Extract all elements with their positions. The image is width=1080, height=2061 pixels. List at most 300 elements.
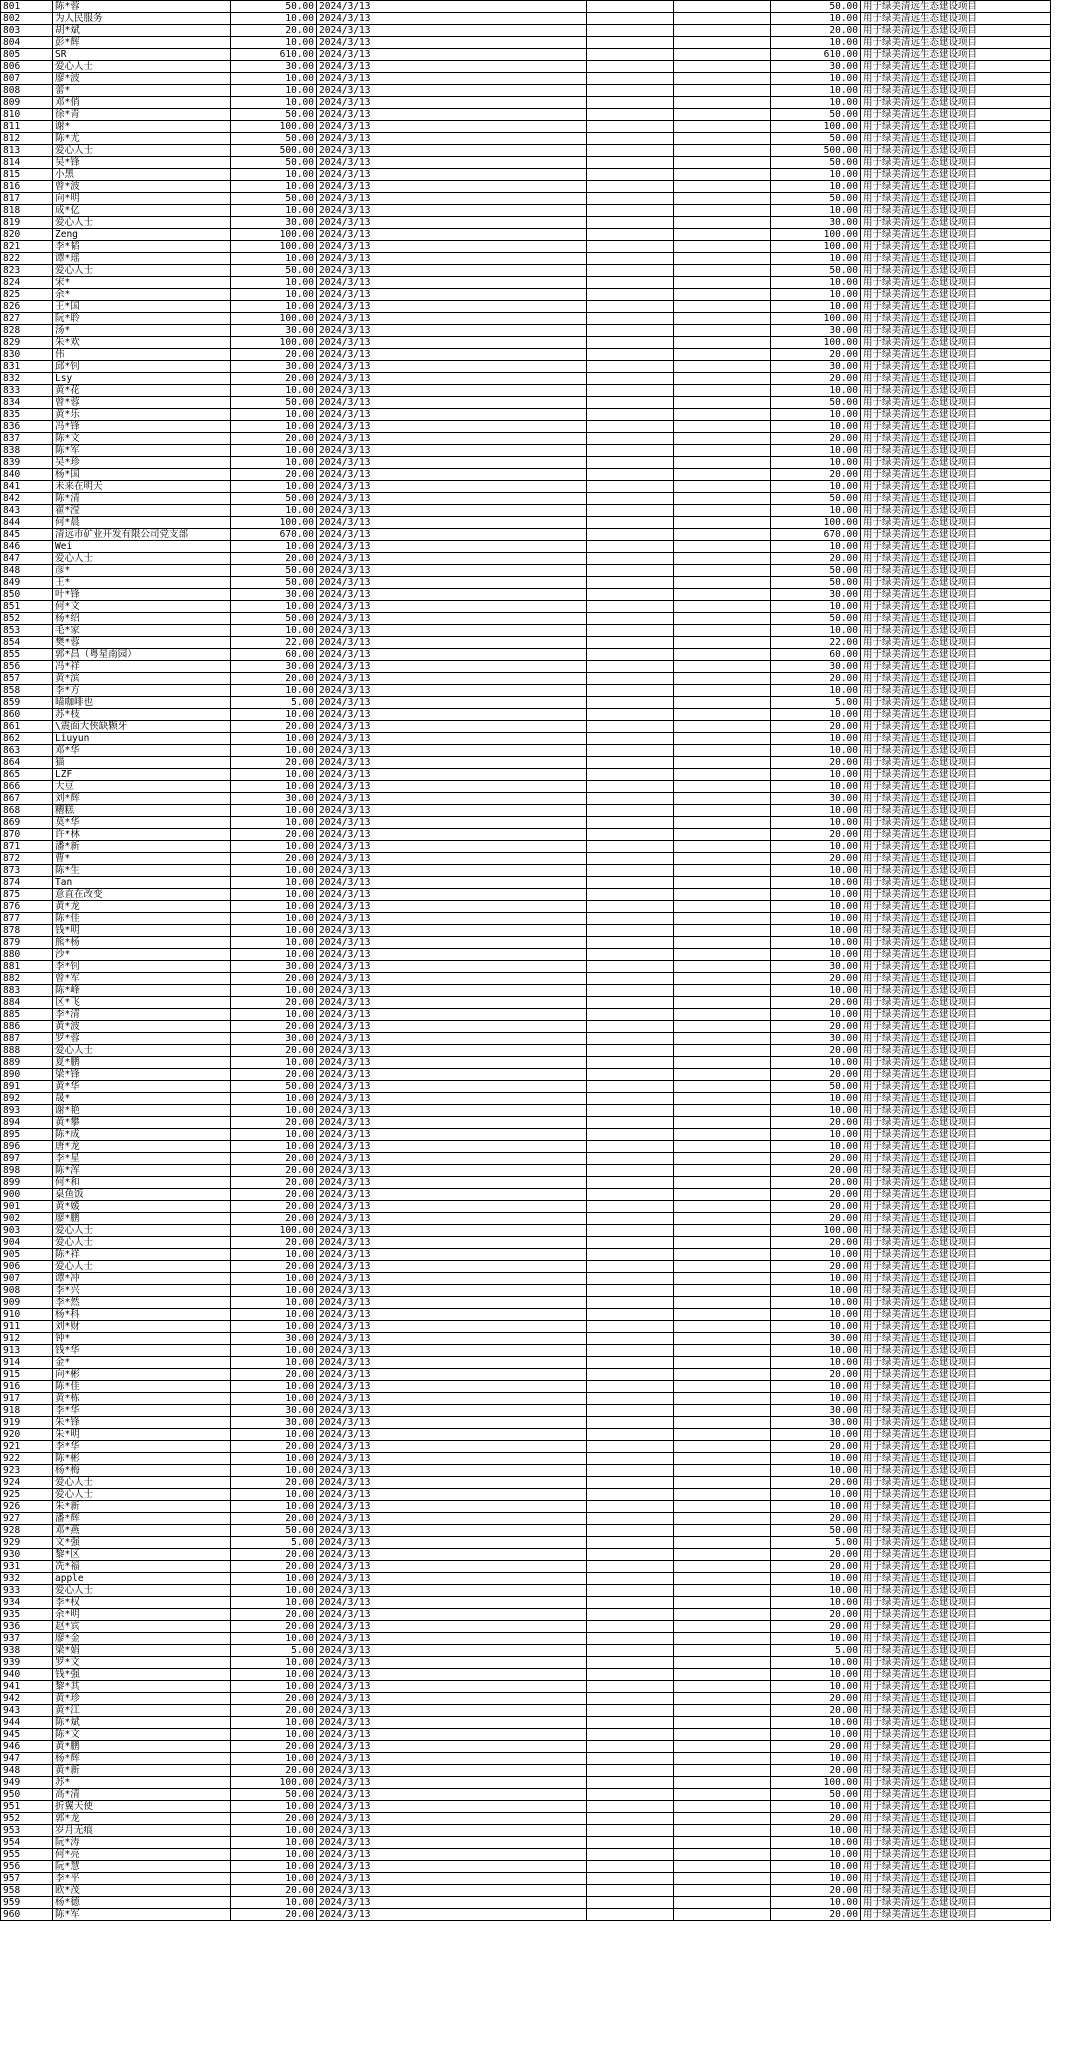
- table-row: [1, 1045, 1051, 1057]
- donation-purpose: 用于绿美清远生态建设项目: [861, 1261, 1051, 1273]
- donation-date: 2024/3/13: [317, 1489, 587, 1501]
- donation-date: 2024/3/13: [317, 1309, 587, 1321]
- donation-date: 2024/3/13: [317, 721, 587, 733]
- row-number: 812: [1, 133, 53, 145]
- empty-cell: [674, 1681, 771, 1693]
- donor-name: 胡*斌: [53, 25, 231, 37]
- donor-name: 区*飞: [53, 997, 231, 1009]
- donation-amount: 20.00: [231, 1561, 317, 1573]
- table-row: [1, 1837, 1051, 1849]
- donation-purpose: 用于绿美清远生态建设项目: [861, 253, 1051, 265]
- row-number: 942: [1, 1693, 53, 1705]
- donation-date: 2024/3/13: [317, 1045, 587, 1057]
- empty-cell: [674, 937, 771, 949]
- empty-cell: [587, 169, 674, 181]
- donation-date: 2024/3/13: [317, 709, 587, 721]
- allocated-amount: 10.00: [771, 901, 861, 913]
- allocated-amount: 30.00: [771, 61, 861, 73]
- donation-date: 2024/3/13: [317, 253, 587, 265]
- row-number: 913: [1, 1345, 53, 1357]
- donor-name: 黄*乐: [53, 409, 231, 421]
- donation-amount: 30.00: [231, 1033, 317, 1045]
- row-number: 833: [1, 385, 53, 397]
- donation-purpose: 用于绿美清远生态建设项目: [861, 1573, 1051, 1585]
- row-number: 823: [1, 265, 53, 277]
- donation-purpose: 用于绿美清远生态建设项目: [861, 193, 1051, 205]
- table-row: [1, 1585, 1051, 1597]
- empty-cell: [674, 1597, 771, 1609]
- donation-date: 2024/3/13: [317, 793, 587, 805]
- donor-name: 阮*聆: [53, 313, 231, 325]
- donor-name: 成*亿: [53, 205, 231, 217]
- donor-name: 折翼天使: [53, 1801, 231, 1813]
- donation-date: 2024/3/13: [317, 949, 587, 961]
- table-row: [1, 1753, 1051, 1765]
- row-number: 881: [1, 961, 53, 973]
- donor-name: 陈*蓉: [53, 1, 231, 13]
- donation-amount: 10.00: [231, 1861, 317, 1873]
- allocated-amount: 10.00: [771, 841, 861, 853]
- empty-cell: [587, 1897, 674, 1909]
- allocated-amount: 10.00: [771, 409, 861, 421]
- donation-purpose: 用于绿美清远生态建设项目: [861, 769, 1051, 781]
- donation-amount: 10.00: [231, 13, 317, 25]
- empty-cell: [587, 949, 674, 961]
- donation-amount: 20.00: [231, 1069, 317, 1081]
- donation-purpose: 用于绿美清远生态建设项目: [861, 1645, 1051, 1657]
- allocated-amount: 20.00: [771, 25, 861, 37]
- donation-date: 2024/3/13: [317, 889, 587, 901]
- row-number: 959: [1, 1897, 53, 1909]
- donor-name: 朱*锋: [53, 1417, 231, 1429]
- donation-amount: 10.00: [231, 1345, 317, 1357]
- donation-date: 2024/3/13: [317, 481, 587, 493]
- empty-cell: [674, 1693, 771, 1705]
- donation-date: 2024/3/13: [317, 1021, 587, 1033]
- empty-cell: [674, 1897, 771, 1909]
- donation-amount: 10.00: [231, 1501, 317, 1513]
- table-row: [1, 1513, 1051, 1525]
- donation-purpose: 用于绿美清远生态建设项目: [861, 625, 1051, 637]
- allocated-amount: 10.00: [771, 445, 861, 457]
- empty-cell: [587, 205, 674, 217]
- table-row: [1, 1573, 1051, 1585]
- empty-cell: [587, 133, 674, 145]
- donor-name: 陈*彬: [53, 1453, 231, 1465]
- allocated-amount: 10.00: [771, 1453, 861, 1465]
- empty-cell: [587, 1225, 674, 1237]
- donation-amount: 10.00: [231, 289, 317, 301]
- donor-name: 何*亮: [53, 1849, 231, 1861]
- empty-cell: [674, 1777, 771, 1789]
- table-row: [1, 1657, 1051, 1669]
- empty-cell: [674, 1765, 771, 1777]
- donor-name: 文*强: [53, 1537, 231, 1549]
- empty-cell: [587, 13, 674, 25]
- donation-purpose: 用于绿美清远生态建设项目: [861, 1081, 1051, 1093]
- allocated-amount: 30.00: [771, 217, 861, 229]
- allocated-amount: 50.00: [771, 1081, 861, 1093]
- empty-cell: [674, 1285, 771, 1297]
- donation-purpose: 用于绿美清远生态建设项目: [861, 709, 1051, 721]
- allocated-amount: 50.00: [771, 157, 861, 169]
- row-number: 952: [1, 1813, 53, 1825]
- table-row: [1, 457, 1051, 469]
- donation-purpose: 用于绿美清远生态建设项目: [861, 1657, 1051, 1669]
- donation-amount: 50.00: [231, 133, 317, 145]
- empty-cell: [674, 1537, 771, 1549]
- donation-date: 2024/3/13: [317, 229, 587, 241]
- empty-cell: [674, 1825, 771, 1837]
- empty-cell: [674, 769, 771, 781]
- donation-purpose: 用于绿美清远生态建设项目: [861, 901, 1051, 913]
- row-number: 916: [1, 1381, 53, 1393]
- empty-cell: [587, 565, 674, 577]
- donation-date: 2024/3/13: [317, 1225, 587, 1237]
- allocated-amount: 10.00: [771, 253, 861, 265]
- empty-cell: [587, 1849, 674, 1861]
- donation-amount: 10.00: [231, 1357, 317, 1369]
- donation-purpose: 用于绿美清远生态建设项目: [861, 169, 1051, 181]
- empty-cell: [587, 1429, 674, 1441]
- empty-cell: [674, 1789, 771, 1801]
- row-number: 878: [1, 925, 53, 937]
- empty-cell: [674, 241, 771, 253]
- empty-cell: [674, 1201, 771, 1213]
- donation-purpose: 用于绿美清远生态建设项目: [861, 637, 1051, 649]
- empty-cell: [587, 1729, 674, 1741]
- allocated-amount: 30.00: [771, 793, 861, 805]
- donation-purpose: 用于绿美清远生态建设项目: [861, 481, 1051, 493]
- empty-cell: [587, 1093, 674, 1105]
- empty-cell: [674, 577, 771, 589]
- empty-cell: [674, 457, 771, 469]
- empty-cell: [674, 1909, 771, 1921]
- donation-date: 2024/3/13: [317, 613, 587, 625]
- empty-cell: [674, 1861, 771, 1873]
- row-number: 873: [1, 865, 53, 877]
- donation-date: 2024/3/13: [317, 1477, 587, 1489]
- donation-date: 2024/3/13: [317, 1741, 587, 1753]
- table-row: [1, 265, 1051, 277]
- row-number: 938: [1, 1645, 53, 1657]
- empty-cell: [674, 1405, 771, 1417]
- empty-cell: [674, 1177, 771, 1189]
- donation-purpose: 用于绿美清远生态建设项目: [861, 1117, 1051, 1129]
- empty-cell: [674, 1525, 771, 1537]
- row-number: 930: [1, 1549, 53, 1561]
- donor-name: 黎*区: [53, 1549, 231, 1561]
- donor-name: 翟*滢: [53, 505, 231, 517]
- table-row: [1, 1453, 1051, 1465]
- donation-amount: 100.00: [231, 313, 317, 325]
- empty-cell: [674, 1393, 771, 1405]
- donation-amount: 20.00: [231, 349, 317, 361]
- donation-purpose: 用于绿美清远生态建设项目: [861, 673, 1051, 685]
- donation-amount: 30.00: [231, 1417, 317, 1429]
- donation-amount: 10.00: [231, 37, 317, 49]
- donation-purpose: 用于绿美清远生态建设项目: [861, 241, 1051, 253]
- allocated-amount: 10.00: [771, 169, 861, 181]
- donation-purpose: 用于绿美清远生态建设项目: [861, 577, 1051, 589]
- donation-date: 2024/3/13: [317, 1105, 587, 1117]
- donation-amount: 10.00: [231, 1597, 317, 1609]
- empty-cell: [674, 649, 771, 661]
- empty-cell: [587, 1693, 674, 1705]
- empty-cell: [674, 853, 771, 865]
- allocated-amount: 20.00: [771, 349, 861, 361]
- empty-cell: [674, 1705, 771, 1717]
- table-row: [1, 469, 1051, 481]
- donation-date: 2024/3/13: [317, 841, 587, 853]
- donation-date: 2024/3/13: [317, 397, 587, 409]
- donor-name: 金*: [53, 1357, 231, 1369]
- empty-cell: [674, 1417, 771, 1429]
- row-number: 949: [1, 1777, 53, 1789]
- donation-purpose: 用于绿美清远生态建设项目: [861, 961, 1051, 973]
- donation-amount: 30.00: [231, 961, 317, 973]
- donor-name: 向*彬: [53, 1369, 231, 1381]
- donation-amount: 20.00: [231, 973, 317, 985]
- donation-date: 2024/3/13: [317, 1561, 587, 1573]
- empty-cell: [674, 1189, 771, 1201]
- allocated-amount: 20.00: [771, 1189, 861, 1201]
- table-row: [1, 1417, 1051, 1429]
- empty-cell: [587, 1177, 674, 1189]
- empty-cell: [587, 1801, 674, 1813]
- empty-cell: [587, 1081, 674, 1093]
- table-row: [1, 865, 1051, 877]
- empty-cell: [674, 1033, 771, 1045]
- donation-date: 2024/3/13: [317, 1645, 587, 1657]
- row-number: 821: [1, 241, 53, 253]
- empty-cell: [674, 1237, 771, 1249]
- donation-date: 2024/3/13: [317, 1885, 587, 1897]
- donor-name: 李*星: [53, 1153, 231, 1165]
- empty-cell: [587, 1669, 674, 1681]
- table-row: [1, 1477, 1051, 1489]
- allocated-amount: 10.00: [771, 1633, 861, 1645]
- donation-amount: 30.00: [231, 589, 317, 601]
- table-row: [1, 973, 1051, 985]
- donation-date: 2024/3/13: [317, 121, 587, 133]
- donor-name: 黎*其: [53, 1681, 231, 1693]
- row-number: 908: [1, 1285, 53, 1297]
- donor-name: 陈*文: [53, 433, 231, 445]
- allocated-amount: 20.00: [771, 1477, 861, 1489]
- donation-purpose: 用于绿美清远生态建设项目: [861, 1549, 1051, 1561]
- empty-cell: [587, 121, 674, 133]
- table-row: [1, 877, 1051, 889]
- empty-cell: [587, 193, 674, 205]
- table-row: [1, 1201, 1051, 1213]
- donor-name: 沙*: [53, 949, 231, 961]
- donation-purpose: 用于绿美清远生态建设项目: [861, 1009, 1051, 1021]
- donation-date: 2024/3/13: [317, 421, 587, 433]
- donation-purpose: 用于绿美清远生态建设项目: [861, 289, 1051, 301]
- donation-amount: 5.00: [231, 697, 317, 709]
- donation-purpose: 用于绿美清远生态建设项目: [861, 865, 1051, 877]
- donor-name: 廖*鹏: [53, 1213, 231, 1225]
- donor-name: 杨*德: [53, 1897, 231, 1909]
- donation-purpose: 用于绿美清远生态建设项目: [861, 1501, 1051, 1513]
- donation-amount: 10.00: [231, 1453, 317, 1465]
- donation-amount: 10.00: [231, 277, 317, 289]
- donation-date: 2024/3/13: [317, 1285, 587, 1297]
- donation-purpose: 用于绿美清远生态建设项目: [861, 1561, 1051, 1573]
- allocated-amount: 10.00: [771, 37, 861, 49]
- row-number: 929: [1, 1537, 53, 1549]
- donation-amount: 10.00: [231, 457, 317, 469]
- donor-name: 桌鱼饭: [53, 1189, 231, 1201]
- row-number: 846: [1, 541, 53, 553]
- donation-date: 2024/3/13: [317, 637, 587, 649]
- donation-amount: 20.00: [231, 1813, 317, 1825]
- row-number: 830: [1, 349, 53, 361]
- allocated-amount: 5.00: [771, 697, 861, 709]
- empty-cell: [587, 1189, 674, 1201]
- donation-date: 2024/3/13: [317, 145, 587, 157]
- table-row: [1, 1717, 1051, 1729]
- donation-purpose: 用于绿美清远生态建设项目: [861, 1705, 1051, 1717]
- allocated-amount: 20.00: [771, 1765, 861, 1777]
- allocated-amount: 50.00: [771, 265, 861, 277]
- donor-name: 杨*绍: [53, 613, 231, 625]
- table-row: [1, 241, 1051, 253]
- donation-amount: 20.00: [231, 997, 317, 1009]
- allocated-amount: 10.00: [771, 937, 861, 949]
- donation-purpose: 用于绿美清远生态建设项目: [861, 325, 1051, 337]
- empty-cell: [587, 1633, 674, 1645]
- empty-cell: [674, 1489, 771, 1501]
- allocated-amount: 10.00: [771, 1681, 861, 1693]
- donor-name: 李*钊: [53, 961, 231, 973]
- empty-cell: [674, 25, 771, 37]
- allocated-amount: 10.00: [771, 1393, 861, 1405]
- allocated-amount: 10.00: [771, 889, 861, 901]
- row-number: 945: [1, 1729, 53, 1741]
- empty-cell: [587, 349, 674, 361]
- empty-cell: [587, 1057, 674, 1069]
- donation-purpose: 用于绿美清远生态建设项目: [861, 1489, 1051, 1501]
- empty-cell: [587, 1297, 674, 1309]
- donation-date: 2024/3/13: [317, 445, 587, 457]
- empty-cell: [587, 1477, 674, 1489]
- empty-cell: [674, 1849, 771, 1861]
- donation-purpose: 用于绿美清远生态建设项目: [861, 649, 1051, 661]
- empty-cell: [587, 361, 674, 373]
- table-row: [1, 949, 1051, 961]
- donation-amount: 50.00: [231, 157, 317, 169]
- row-number: 919: [1, 1417, 53, 1429]
- donation-amount: 10.00: [231, 1105, 317, 1117]
- donation-date: 2024/3/13: [317, 1501, 587, 1513]
- donation-date: 2024/3/13: [317, 1369, 587, 1381]
- row-number: 933: [1, 1585, 53, 1597]
- donation-amount: 10.00: [231, 1573, 317, 1585]
- empty-cell: [674, 73, 771, 85]
- donation-date: 2024/3/13: [317, 1345, 587, 1357]
- table-row: [1, 577, 1051, 589]
- donation-amount: 670.00: [231, 529, 317, 541]
- row-number: 829: [1, 337, 53, 349]
- empty-cell: [674, 157, 771, 169]
- table-row: [1, 673, 1051, 685]
- empty-cell: [587, 1237, 674, 1249]
- donor-name: 阮*涛: [53, 1837, 231, 1849]
- empty-cell: [674, 553, 771, 565]
- table-row: [1, 829, 1051, 841]
- donation-purpose: 用于绿美清远生态建设项目: [861, 1393, 1051, 1405]
- allocated-amount: 10.00: [771, 913, 861, 925]
- empty-cell: [674, 721, 771, 733]
- allocated-amount: 50.00: [771, 193, 861, 205]
- donation-amount: 50.00: [231, 397, 317, 409]
- donation-amount: 610.00: [231, 49, 317, 61]
- table-row: [1, 781, 1051, 793]
- allocated-amount: 20.00: [771, 553, 861, 565]
- donation-amount: 20.00: [231, 373, 317, 385]
- donation-date: 2024/3/13: [317, 553, 587, 565]
- row-number: 822: [1, 253, 53, 265]
- empty-cell: [674, 697, 771, 709]
- donation-purpose: 用于绿美清远生态建设项目: [861, 109, 1051, 121]
- donation-date: 2024/3/13: [317, 649, 587, 661]
- donor-name: 谢*艳: [53, 1105, 231, 1117]
- donation-purpose: 用于绿美清远生态建设项目: [861, 1093, 1051, 1105]
- empty-cell: [587, 409, 674, 421]
- donation-date: 2024/3/13: [317, 685, 587, 697]
- table-row: [1, 721, 1051, 733]
- empty-cell: [587, 97, 674, 109]
- donation-amount: 20.00: [231, 1549, 317, 1561]
- table-row: [1, 1009, 1051, 1021]
- row-number: 847: [1, 553, 53, 565]
- donation-amount: 20.00: [231, 1213, 317, 1225]
- donation-purpose: 用于绿美清远生态建设项目: [861, 877, 1051, 889]
- donor-name: 小黑: [53, 169, 231, 181]
- empty-cell: [674, 541, 771, 553]
- donor-name: 伟: [53, 349, 231, 361]
- empty-cell: [674, 961, 771, 973]
- allocated-amount: 10.00: [771, 205, 861, 217]
- table-row: [1, 1729, 1051, 1741]
- donation-date: 2024/3/13: [317, 1777, 587, 1789]
- donation-date: 2024/3/13: [317, 301, 587, 313]
- empty-cell: [674, 481, 771, 493]
- empty-cell: [674, 625, 771, 637]
- table-row: [1, 1741, 1051, 1753]
- row-number: 925: [1, 1489, 53, 1501]
- row-number: 899: [1, 1177, 53, 1189]
- empty-cell: [674, 145, 771, 157]
- donation-amount: 10.00: [231, 1801, 317, 1813]
- allocated-amount: 10.00: [771, 385, 861, 397]
- donation-amount: 100.00: [231, 1225, 317, 1237]
- donation-purpose: 用于绿美清远生态建设项目: [861, 1069, 1051, 1081]
- donation-date: 2024/3/13: [317, 1213, 587, 1225]
- donation-date: 2024/3/13: [317, 1537, 587, 1549]
- empty-cell: [674, 1561, 771, 1573]
- table-row: [1, 1297, 1051, 1309]
- donor-name: 李*平: [53, 1873, 231, 1885]
- allocated-amount: 50.00: [771, 397, 861, 409]
- table-row: [1, 313, 1051, 325]
- donation-date: 2024/3/13: [317, 697, 587, 709]
- donor-name: 陈*文: [53, 1729, 231, 1741]
- donor-name: 糟糕: [53, 805, 231, 817]
- table-row: [1, 25, 1051, 37]
